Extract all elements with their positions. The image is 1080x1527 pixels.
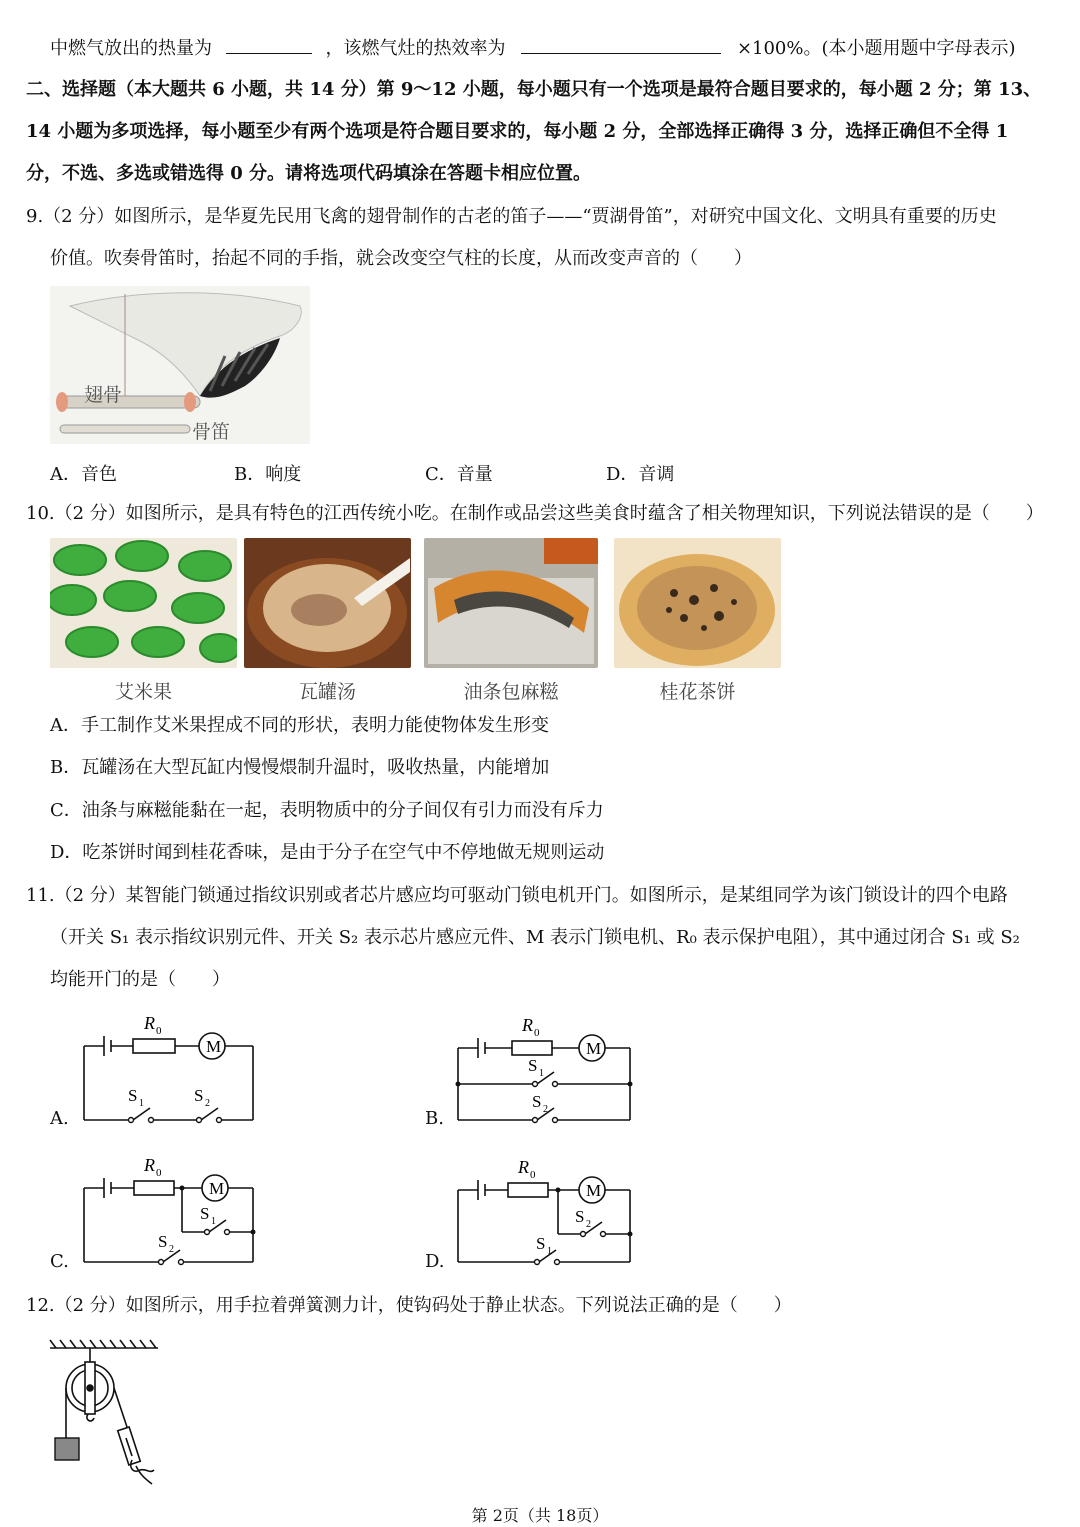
q8-text-3: ×100%。(本小题用题中字母表示) (736, 38, 1016, 59)
motor-label: M (209, 1179, 225, 1198)
q9-stem: 价值。吹奏骨笛时，抬起不同的手指，就会改变空气柱的长度，从而改变声音的（ ） (50, 248, 752, 269)
q11-option-d-label[interactable]: D. (425, 1251, 445, 1272)
circuit-a-diagram[interactable] (78, 1008, 263, 1128)
q11-option-b-label[interactable]: B. (425, 1108, 444, 1129)
photo-caption: 瓦罐汤 (298, 681, 356, 703)
section-heading-line: 二、选择题（本大题共 6 小题，共 14 分）第 9～12 小题，每小题只有一个选项是最符合题目要求的，每小题 2 分；第 13、 (26, 79, 1042, 100)
switch-subscript: 1 (139, 1098, 144, 1109)
circuit-d-diagram[interactable] (452, 1150, 637, 1270)
section-heading-line: 分，不选、多选或错选得 0 分。请将选项代码填涂在答题卡相应位置。 (26, 163, 592, 184)
wing-bone-label: 翅骨 (84, 384, 123, 406)
q11-stem: （开关 S₁ 表示指纹识别元件、开关 S₂ 表示芯片感应元件、M 表示门锁电机、R₀ 表示保护电阻），其中通过闭合 S₁ 或 S₂ (50, 927, 1020, 948)
switch-subscript: 1 (211, 1216, 216, 1227)
q11-option-c-label[interactable]: C. (50, 1251, 69, 1272)
youtiao-maci-photo (424, 538, 598, 668)
resistor-subscript: 0 (534, 1027, 540, 1039)
switch-label: S (532, 1092, 542, 1111)
switch-label: S (128, 1086, 138, 1105)
photo-caption: 艾米果 (114, 681, 172, 703)
bone-flute-label: 骨笛 (192, 421, 231, 443)
waguantang-photo (244, 538, 411, 668)
motor-label: M (206, 1037, 222, 1056)
pulley-figure (48, 1338, 163, 1488)
q9-option-a[interactable]: A．音色 (50, 464, 117, 485)
resistor-label: R (144, 1013, 155, 1033)
switch-subscript: 2 (205, 1098, 210, 1109)
bone-flute-figure (50, 286, 310, 444)
switch-label: S (158, 1232, 168, 1251)
hook-weight (55, 1438, 79, 1460)
q9-option-c[interactable]: C．音量 (425, 464, 493, 485)
q9-option-d[interactable]: D．音调 (606, 464, 675, 485)
resistor-label: R (144, 1155, 155, 1175)
switch-subscript: 1 (547, 1246, 552, 1257)
photo-caption: 油条包麻糍 (463, 681, 559, 703)
q8-tail-line (50, 35, 1016, 61)
switch-label: S (194, 1086, 204, 1105)
q11-option-a-label[interactable]: A. (50, 1108, 69, 1129)
resistor-label: R (518, 1157, 529, 1177)
switch-subscript: 2 (169, 1244, 174, 1255)
q10-option-b[interactable]: B．瓦罐汤在大型瓦缸内慢慢煨制升温时，吸收热量，内能增加 (50, 757, 550, 778)
resistor-subscript: 0 (530, 1169, 536, 1181)
motor-label: M (586, 1039, 602, 1058)
switch-label: S (536, 1234, 546, 1253)
q12-stem: 12.（2 分）如图所示，用手拉着弹簧测力计，使钩码处于静止状态。下列说法正确的是（ ） (26, 1295, 792, 1316)
q11-stem: 均能开门的是（ ） (50, 969, 230, 990)
guihua-chabing-photo (614, 538, 781, 668)
aimiguo-photo (50, 538, 237, 668)
circuit-b-diagram[interactable] (452, 1008, 637, 1128)
switch-label: S (528, 1056, 538, 1075)
switch-label: S (200, 1204, 210, 1223)
motor-label: M (586, 1181, 602, 1200)
switch-subscript: 2 (543, 1104, 548, 1115)
q11-stem: 11.（2 分）某智能门锁通过指纹识别或者芯片感应均可驱动门锁电机开门。如图所示，是某组同学为该门锁设计的四个电路 (26, 885, 1008, 906)
section-heading-line: 14 小题为多项选择，每小题至少有两个选项是符合题目要求的，每小题 2 分，全部选择正确得 3 分，选择正确但不全得 1 (26, 121, 1009, 142)
switch-label: S (575, 1207, 585, 1226)
resistor-subscript: 0 (156, 1025, 162, 1037)
q8-text-2: ，该燃气灶的热效率为 (325, 38, 506, 59)
circuit-c-diagram[interactable] (78, 1150, 263, 1270)
q9-stem: 9.（2 分）如图所示，是华夏先民用飞禽的翅骨制作的古老的笛子——“贾湖骨笛”，对研究中国文化、文明具有重要的历史 (26, 206, 997, 227)
answer-blank[interactable] (521, 35, 721, 54)
bone-flute-illustration (50, 286, 310, 444)
answer-blank[interactable] (226, 35, 312, 54)
q8-text-1: 中燃气放出的热量为 (50, 38, 212, 59)
q10-option-a[interactable]: A．手工制作艾米果捏成不同的形状，表明力能使物体发生形变 (50, 715, 549, 736)
q10-option-c[interactable]: C．油条与麻糍能黏在一起，表明物质中的分子间仅有引力而没有斥力 (50, 800, 604, 821)
q10-stem: 10.（2 分）如图所示，是具有特色的江西传统小吃。在制作或品尝这些美食时蕴含了相关物理知识，下列说法错误的是（ ） (26, 503, 1044, 524)
switch-subscript: 1 (539, 1068, 544, 1079)
resistor-label: R (522, 1015, 533, 1035)
q9-option-b[interactable]: B．响度 (234, 464, 302, 485)
page-number: 第 2页（共 18页） (471, 1506, 609, 1525)
resistor-subscript: 0 (156, 1167, 162, 1179)
q10-option-d[interactable]: D．吃茶饼时闻到桂花香味，是由于分子在空气中不停地做无规则运动 (50, 842, 605, 863)
photo-caption: 桂花茶饼 (659, 681, 736, 703)
switch-subscript: 2 (586, 1219, 591, 1230)
